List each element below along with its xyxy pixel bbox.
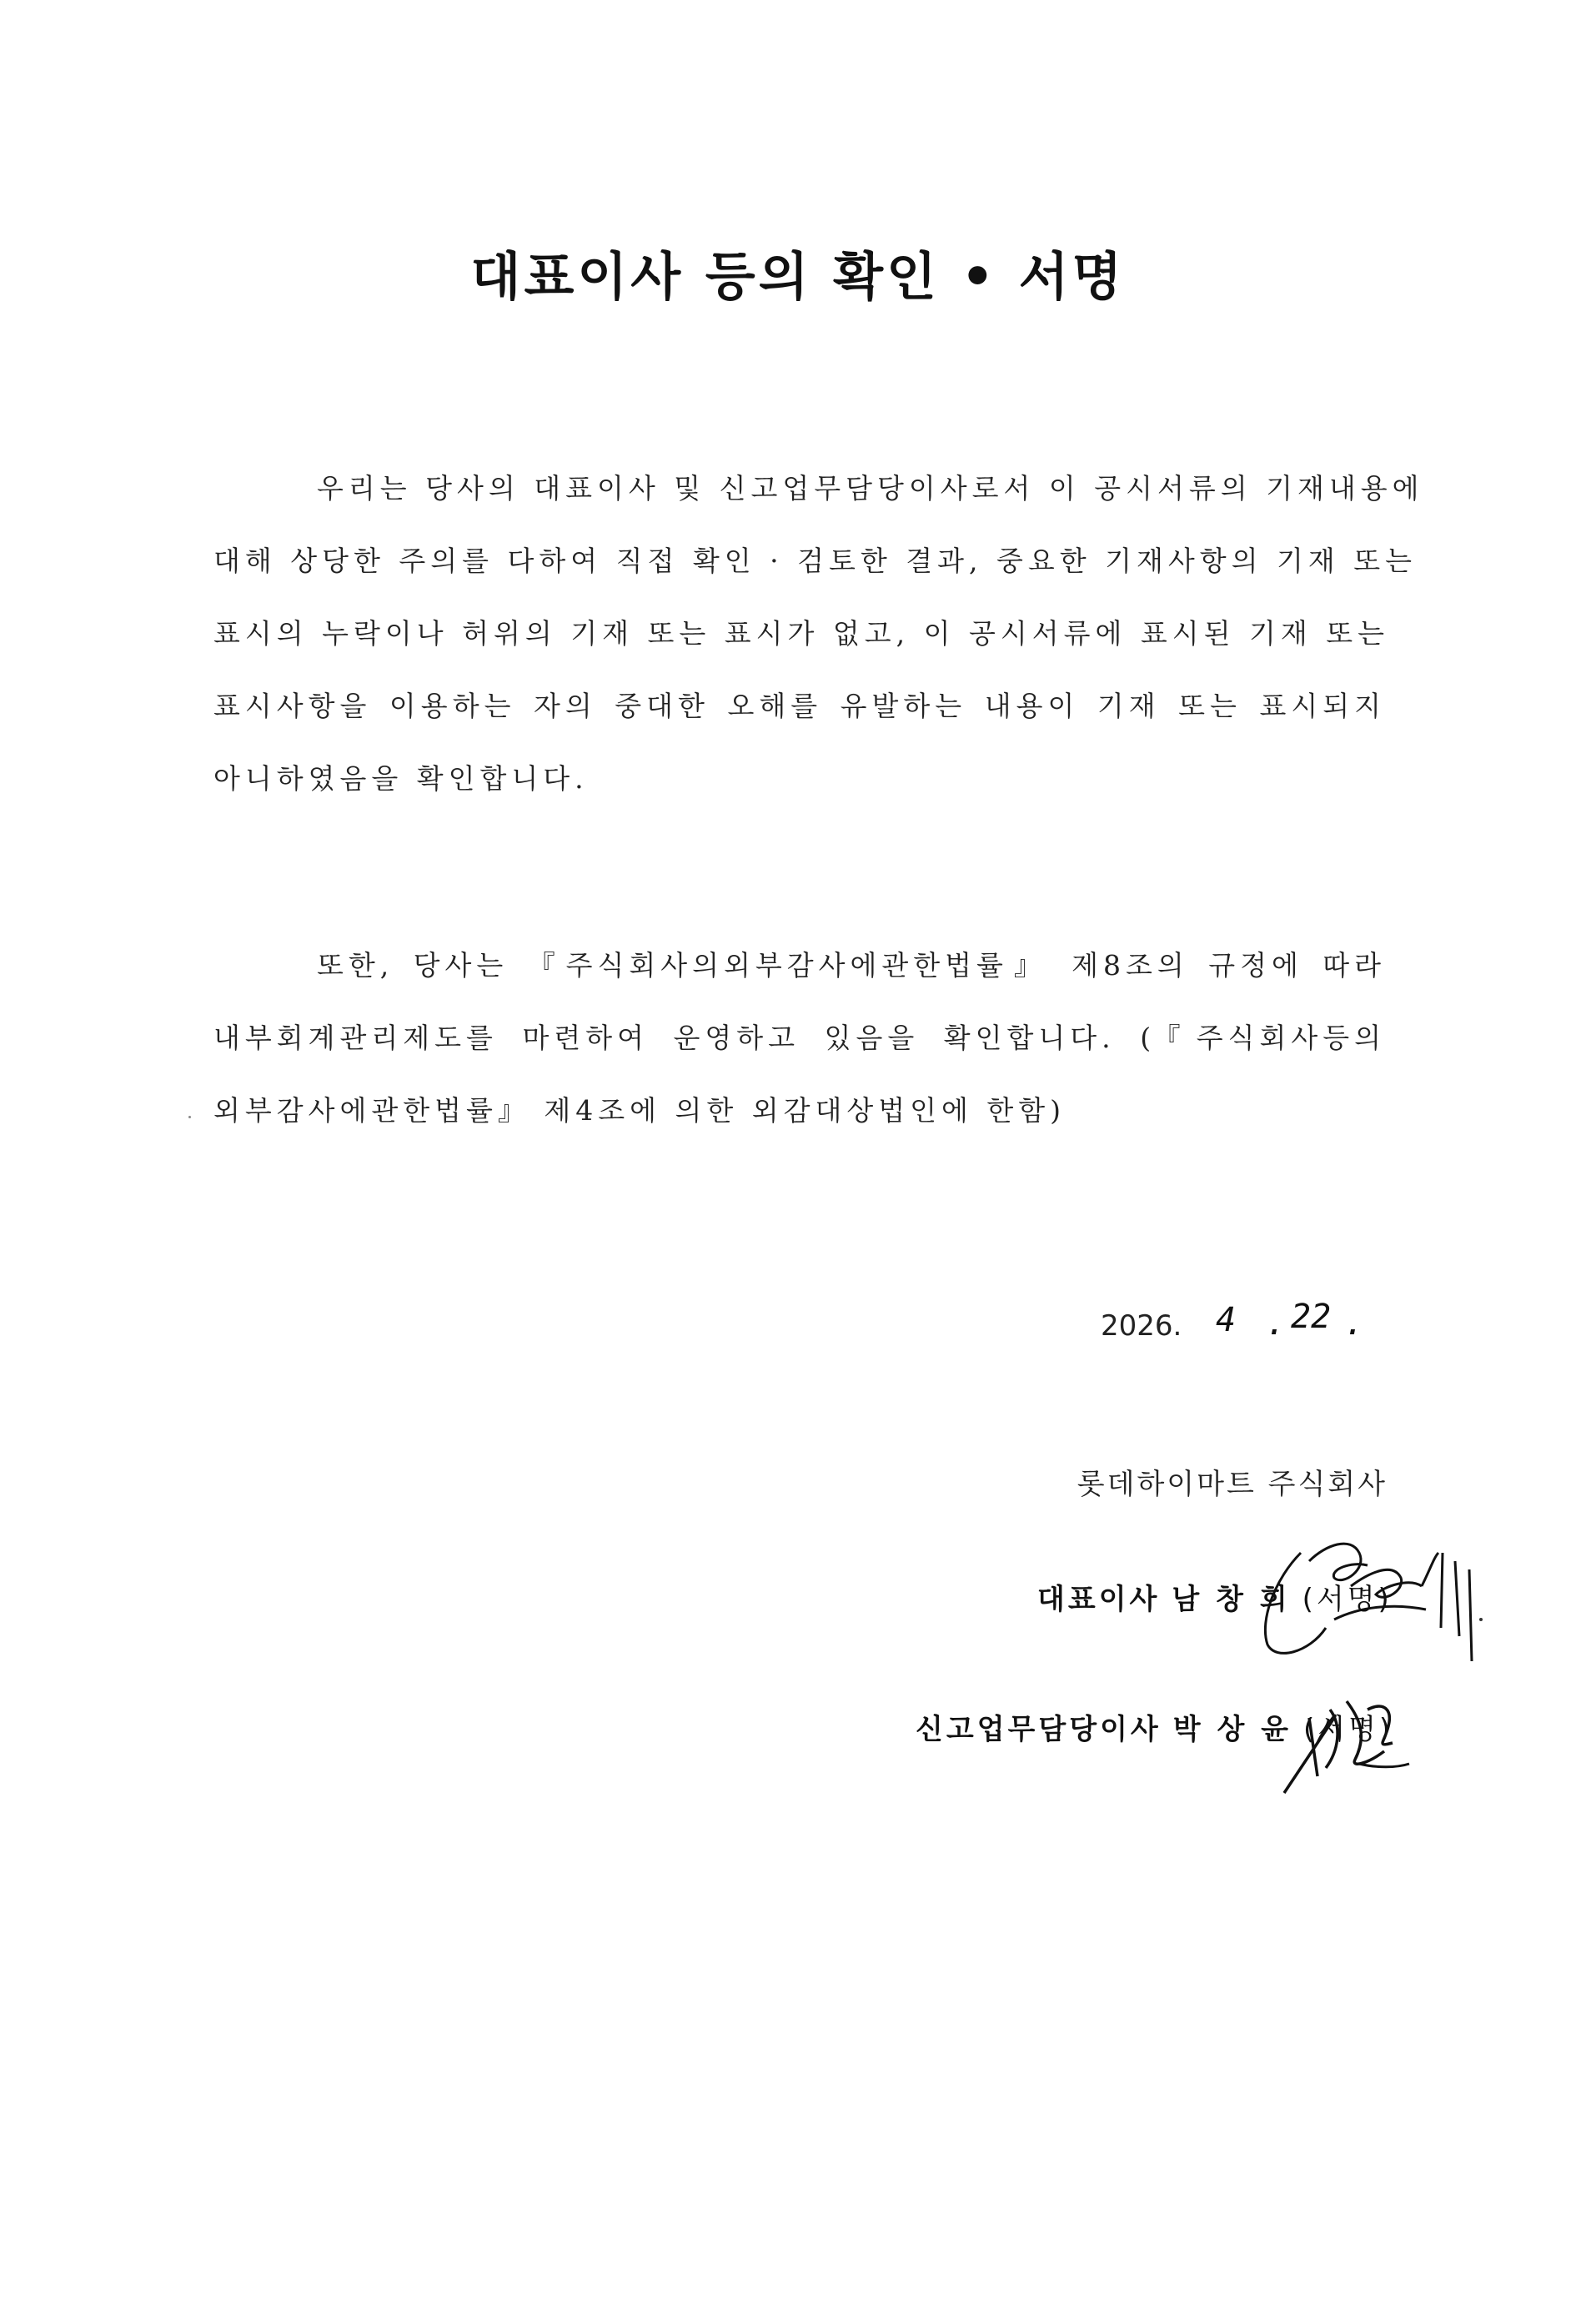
ceo-signature-line <box>1037 1576 1393 1617</box>
signer-name: 남 창 희 <box>1172 1583 1291 1616</box>
date-year: 2026. <box>1101 1309 1182 1343</box>
paragraph-line: 대해 상당한 주의를 다하여 직접 확인 · 검토한 결과, 중요한 기재사항의 기재 또는 <box>213 545 1417 577</box>
date-separator: . <box>1266 1304 1287 1343</box>
document-title: 대표이사 등의 확인 • 서명 <box>470 246 1126 307</box>
paragraph-line: 우리는 당사의 대표이사 및 신고업무담당이사로서 이 공시서류의 기재내용에 <box>317 472 1424 505</box>
signing-date <box>1101 1294 1401 1353</box>
seal-label: (서명) <box>1302 1713 1394 1746</box>
date-month-handwritten: 4 <box>1216 1301 1237 1339</box>
signer-role: 신고업무담당이사 <box>916 1713 1162 1746</box>
scan-speck <box>188 1116 191 1118</box>
disclosure-officer-signature-line <box>916 1706 1393 1747</box>
paragraph-line: 표시의 누락이나 허위의 기재 또는 표시가 없고, 이 공시서류에 표시된 기재 또는 <box>213 617 1389 650</box>
signer-role: 대표이사 <box>1037 1583 1161 1616</box>
paragraph-line: 아니하였음을 확인합니다. <box>213 762 589 795</box>
paragraph-line: 또한, 당사는 『주식회사의외부감사에관한법률』 제8조의 규정에 따라 <box>317 949 1386 982</box>
confirmation-paragraph <box>213 452 1424 815</box>
paragraph-line: 내부회계관리제도를 마련하여 운영하고 있음을 확인합니다. (『주식회사등의 <box>213 1022 1386 1054</box>
paragraph-line: 외부감사에관한법률』 제4조에 의한 외감대상법인에 한함) <box>213 1094 1067 1127</box>
date-day-handwritten: 22 <box>1291 1298 1332 1336</box>
signer-name: 박 상 윤 <box>1172 1713 1292 1746</box>
internal-control-paragraph <box>213 929 1386 1147</box>
company-name: 롯데하이마트 주식회사 <box>1077 1468 1388 1501</box>
date-end-dot: . <box>1344 1304 1365 1343</box>
paragraph-line: 표시사항을 이용하는 자의 중대한 오해를 유발하는 내용이 기재 또는 표시되지 <box>213 690 1386 722</box>
seal-label: (서명) <box>1302 1583 1393 1616</box>
